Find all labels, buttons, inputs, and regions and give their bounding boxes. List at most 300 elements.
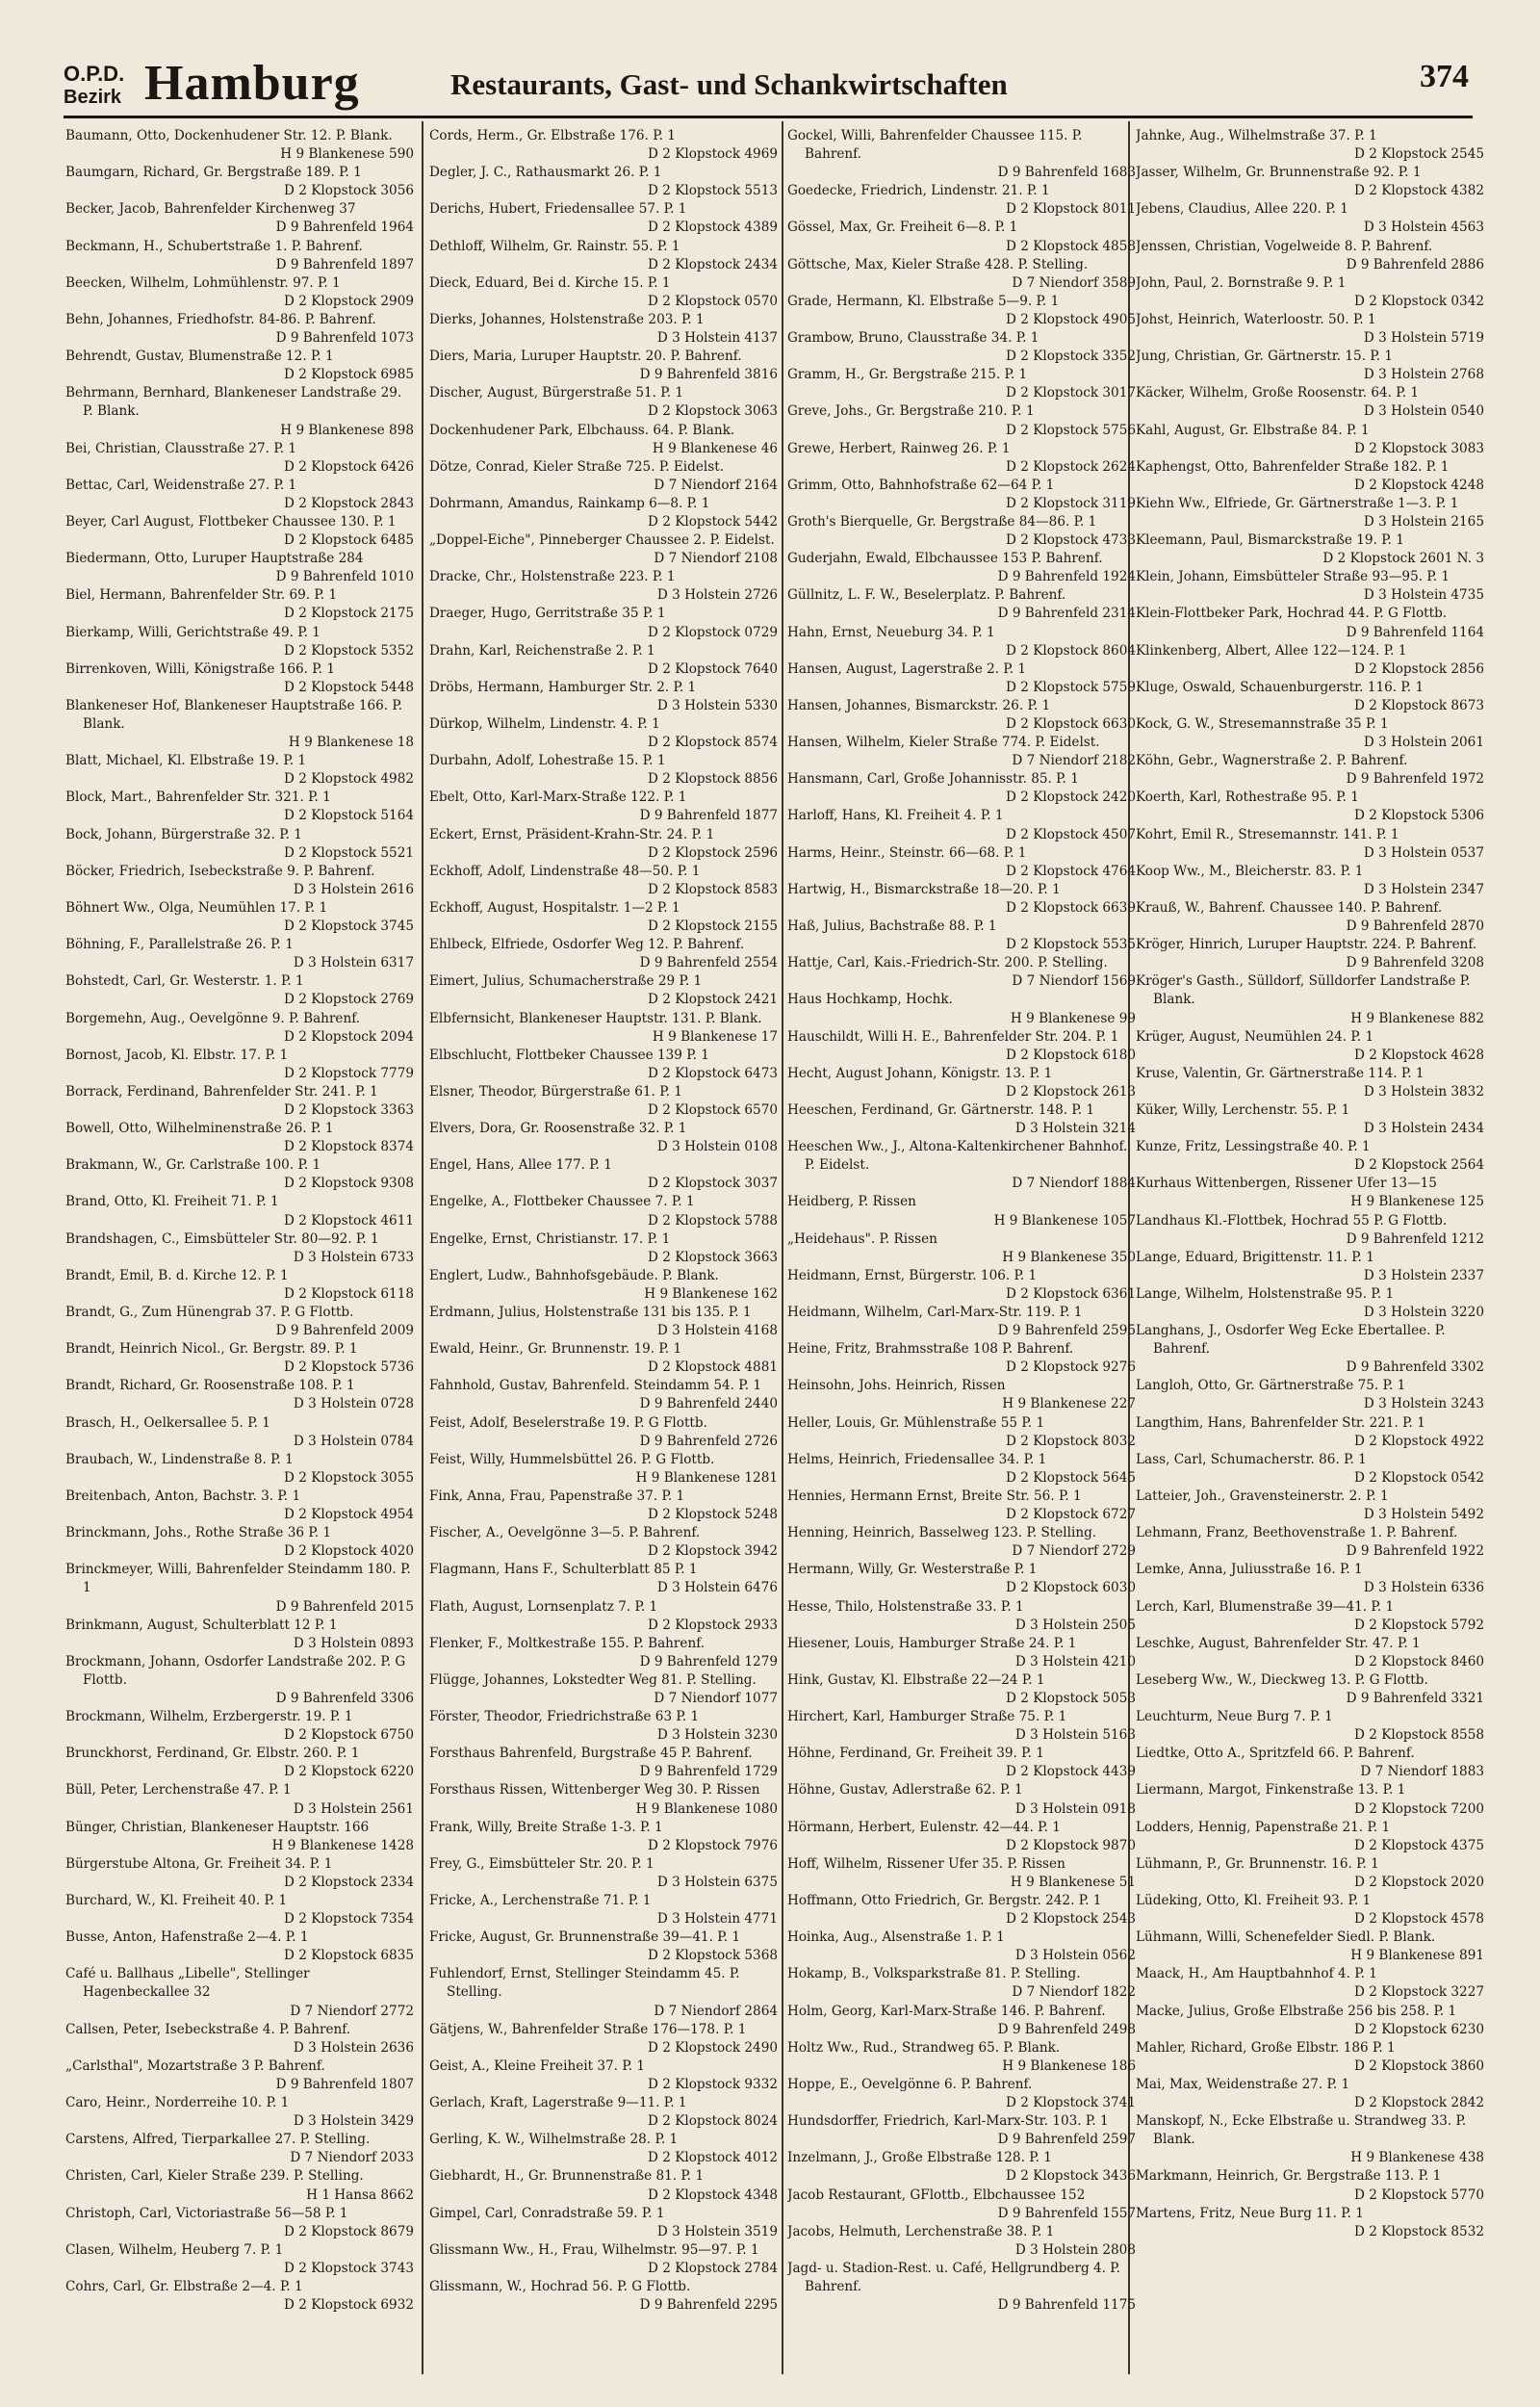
entry-text: Klein-Flottbeker Park, Hochrad 44. P. G Flottb.: [1136, 606, 1448, 622]
entry-phone: D 2 Klopstock 2543: [1006, 1911, 1136, 1928]
entry-phone: D 2 Klopstock 3663: [648, 1249, 778, 1265]
directory-entry: [1136, 1561, 1486, 1597]
entry-phone: D 2 Klopstock 5759: [1006, 679, 1136, 695]
entry-text: Guderjahn, Ewald, Elbchaussee 153 P. Bahrenf.: [787, 551, 1103, 567]
entry-text: Christen, Carl, Kieler Straße 239. P. Stelling.: [65, 2168, 364, 2185]
entry-text: Glissmann Ww., H., Frau, Wilhelmstr. 95—97. P. 1: [429, 2241, 759, 2258]
entry-text: Lerch, Karl, Blumenstraße 39—41. P. 1: [1136, 1598, 1395, 1615]
entry-text: Hahn, Ernst, Neueburg 34. P. 1: [787, 624, 995, 640]
entry-text: Goedecke, Friedrich, Lindenstr. 21. P. 1: [787, 183, 1050, 199]
directory-entry: [429, 1781, 780, 1818]
directory-entry: [1136, 458, 1486, 495]
entry-phone: D 2 Klopstock 2624: [1006, 458, 1136, 475]
directory-entry: [1136, 642, 1486, 679]
entry-text: Jasser, Wilhelm, Gr. Brunnenstraße 92. P. 1: [1136, 165, 1422, 181]
entry-text: Kaphengst, Otto, Bahrenfelder Straße 182. P. 1: [1136, 458, 1450, 475]
page-number: 374: [1420, 59, 1469, 94]
directory-entry: [787, 2149, 1138, 2186]
directory-entry: [429, 2131, 780, 2167]
entry-text: Höhne, Ferdinand, Gr. Freiheit 39. P. 1: [787, 1746, 1044, 1762]
entry-phone: D 9 Bahrenfeld 1557: [997, 2205, 1136, 2221]
directory-entry: [787, 1193, 1138, 1229]
directory-entry: [65, 586, 416, 623]
directory-entry: [787, 1524, 1138, 1561]
entry-text: Hauschildt, Willi H. E., Bahrenfelder Str. 204. P. 1: [787, 1028, 1119, 1045]
directory-entry: [1136, 2205, 1486, 2241]
directory-entry: [65, 1965, 416, 2020]
entry-text: John, Paul, 2. Bornstraße 9. P. 1: [1136, 274, 1347, 291]
directory-entry: [1136, 1819, 1486, 1855]
entry-phone: D 9 Bahrenfeld 2009: [275, 1323, 414, 1339]
directory-entry: [65, 384, 416, 439]
directory-entry: [429, 1708, 780, 1745]
entry-text: Diers, Maria, Luruper Hauptstr. 20. P. Bahrenf.: [429, 349, 742, 365]
directory-entry: [65, 1745, 416, 1781]
entry-text: Krauß, W., Bahrenf. Chaussee 140. P. Bahrenf.: [1136, 899, 1443, 916]
directory-entry: [429, 127, 780, 164]
entry-text: Dracke, Chr., Holstenstraße 223. P. 1: [429, 569, 676, 585]
directory-entry: [787, 2223, 1138, 2260]
entry-phone: D 3 Holstein 0108: [656, 1139, 778, 1155]
directory-entry: [429, 1193, 780, 1229]
entry-phone: D 3 Holstein 4563: [1363, 220, 1484, 236]
entry-phone: D 2 Klopstock 4389: [648, 220, 778, 236]
entry-phone: D 3 Holstein 6375: [656, 1874, 778, 1890]
directory-entry: [65, 1414, 416, 1451]
entry-text: Flath, August, Lornsenplatz 7. P. 1: [429, 1598, 658, 1615]
directory-entry: [65, 200, 416, 237]
entry-phone: D 7 Niendorf 2864: [654, 2003, 778, 2019]
entry-phone: D 2 Klopstock 7200: [1354, 1800, 1484, 1817]
entry-text: Blatt, Michael, Kl. Elbstraße 19. P. 1: [65, 753, 307, 769]
entry-text: Becker, Jacob, Bahrenfelder Kirchenweg 37: [65, 201, 356, 218]
entry-text: Kahl, August, Gr. Elbstraße 84. P. 1: [1136, 422, 1370, 438]
directory-entry: [429, 1304, 780, 1340]
entry-text: Heeschen Ww., J., Altona-Kaltenkirchener Bahnhof. P. Eidelst.: [787, 1139, 1128, 1174]
directory-entry: [1136, 1635, 1486, 1671]
entry-text: Beckmann, H., Schubertstraße 1. P. Bahrenf.: [65, 238, 363, 254]
directory-entry: [65, 2131, 416, 2167]
directory-entry: [65, 1377, 416, 1413]
entry-text: Böcker, Friedrich, Isebeckstraße 9. P. Bahrenf.: [65, 863, 375, 879]
directory-entry: [1136, 311, 1486, 348]
entry-phone: D 2 Klopstock 6030: [1006, 1580, 1136, 1596]
entry-text: Block, Mart., Bahrenfelder Str. 321. P. 1: [65, 789, 331, 806]
directory-entry: [429, 1598, 780, 1635]
entry-phone: D 2 Klopstock 3119: [1006, 495, 1136, 511]
directory-entry: [1136, 127, 1486, 164]
directory-entry: [1136, 1212, 1486, 1249]
entry-text: Dieck, Eduard, Bei d. Kirche 15. P. 1: [429, 274, 671, 291]
entry-text: Mai, Max, Weidenstraße 27. P. 1: [1136, 2076, 1350, 2092]
directory-entry: [65, 1047, 416, 1083]
directory-entry: [65, 2021, 416, 2058]
entry-phone: H 9 Blankenese 1428: [271, 1837, 414, 1853]
entry-text: Köhn, Gebr., Wagnerstraße 2. P. Bahrenf.: [1136, 753, 1408, 769]
entry-phone: D 2 Klopstock 4982: [284, 771, 414, 788]
entry-phone: D 2 Klopstock 6473: [648, 1065, 778, 1081]
opd-label: O.P.D.: [64, 62, 125, 86]
entry-phone: D 2 Klopstock 5306: [1354, 808, 1484, 824]
directory-entry: [65, 1892, 416, 1928]
entry-phone: D 9 Bahrenfeld 1683: [997, 165, 1136, 181]
directory-entry: [787, 1892, 1138, 1928]
entry-phone: H 9 Blankenese 46: [652, 440, 778, 456]
entry-phone: D 3 Holstein 0784: [293, 1433, 414, 1449]
entry-phone: H 9 Blankenese 125: [1350, 1194, 1484, 1210]
directory-entry: [787, 1340, 1138, 1377]
entry-text: Hundsdorffer, Friedrich, Karl-Marx-Str. 103. P. 1: [787, 2113, 1109, 2130]
entry-text: Böhning, F., Parallelstraße 26. P. 1: [65, 937, 294, 953]
directory-entry: [429, 531, 780, 568]
entry-phone: H 9 Blankenese 350: [1002, 1249, 1136, 1265]
entry-text: Hansmann, Carl, Große Johannisstr. 85. P. 1: [787, 771, 1079, 788]
entry-phone: D 3 Holstein 4210: [1014, 1653, 1136, 1669]
entry-text: Burchard, W., Kl. Freiheit 40. P. 1: [65, 1893, 288, 1908]
entry-phone: D 2 Klopstock 2420: [1006, 789, 1136, 806]
directory-entry: [429, 789, 780, 825]
directory-entry: [65, 972, 416, 1009]
entry-text: Brand, Otto, Kl. Freiheit 71. P. 1: [65, 1194, 279, 1210]
entry-phone: D 2 Klopstock 2434: [648, 256, 778, 272]
entry-text: Draeger, Hugo, Gerritstraße 35 P. 1: [429, 606, 666, 622]
directory-entry: [65, 1120, 416, 1156]
entry-text: Biedermann, Otto, Luruper Hauptstraße 284: [65, 551, 364, 567]
entry-phone: D 9 Bahrenfeld 1807: [275, 2076, 414, 2092]
entry-phone: H 9 Blankenese 1057: [993, 1212, 1136, 1229]
entry-text: Lange, Eduard, Brigittenstr. 11. P. 1: [1136, 1249, 1374, 1265]
entry-text: Elbschlucht, Flottbeker Chaussee 139 P. 1: [429, 1047, 709, 1063]
entry-text: Jung, Christian, Gr. Gärtnerstr. 15. P. 1: [1136, 349, 1394, 365]
directory-entry: [429, 605, 780, 641]
entry-text: Dohrmann, Amandus, Rainkamp 6—8. P. 1: [429, 495, 710, 511]
directory-entry: [65, 826, 416, 863]
entry-phone: D 2 Klopstock 9308: [284, 1176, 414, 1192]
directory-entry: [787, 440, 1138, 477]
directory-entry: [65, 752, 416, 789]
entry-text: Drahn, Karl, Reichenstraße 2. P. 1: [429, 642, 655, 659]
entry-phone: D 2 Klopstock 5448: [284, 679, 414, 695]
entry-phone: D 2 Klopstock 9276: [1006, 1359, 1136, 1376]
entry-text: Kohrt, Emil R., Stresemannstr. 141. P. 1: [1136, 826, 1399, 842]
column-divider: [782, 121, 783, 2374]
entry-phone: D 9 Bahrenfeld 2726: [639, 1433, 778, 1449]
directory-entry: [787, 844, 1138, 881]
directory-entry: [65, 1083, 416, 1120]
directory-entry: [787, 586, 1138, 623]
entry-text: Biel, Hermann, Bahrenfelder Str. 69. P. 1: [65, 587, 338, 604]
entry-text: Greve, Johs., Gr. Bergstraße 210. P. 1: [787, 403, 1035, 420]
entry-phone: D 9 Bahrenfeld 2440: [639, 1396, 778, 1412]
entry-text: Mahler, Richard, Große Elbstr. 186 P. 1: [1136, 2039, 1396, 2056]
entry-phone: D 2 Klopstock 4020: [284, 1543, 414, 1560]
directory-entry: [65, 789, 416, 825]
entry-text: Hiesener, Louis, Hamburger Straße 24. P. 1: [787, 1635, 1077, 1651]
directory-entry: [1136, 1708, 1486, 1745]
entry-text: Hansen, Wilhelm, Kieler Straße 774. P. Eidelst.: [787, 735, 1100, 751]
entry-phone: D 2 Klopstock 0542: [1354, 1469, 1484, 1486]
directory-entry: [787, 918, 1138, 954]
entry-phone: D 3 Holstein 3429: [293, 2113, 414, 2130]
entry-text: Harloff, Hans, Kl. Freiheit 4. P. 1: [787, 808, 1004, 824]
section-title: Restaurants, Gast- und Schankwirtschaften: [450, 67, 1008, 101]
entry-phone: D 9 Bahrenfeld 1924: [997, 569, 1136, 585]
entry-phone: D 2 Klopstock 4733: [1006, 532, 1136, 549]
entry-text: Behn, Johannes, Friedhofstr. 84-86. P. Bahrenf.: [65, 311, 376, 327]
directory-entry: [1136, 495, 1486, 531]
entry-text: Lüdeking, Otto, Kl. Freiheit 93. P. 1: [1136, 1893, 1372, 1908]
entry-phone: D 2 Klopstock 4382: [1354, 183, 1484, 199]
entry-phone: D 3 Holstein 5330: [656, 697, 778, 713]
entry-phone: D 3 Holstein 3832: [1363, 1083, 1484, 1100]
entry-phone: D 2 Klopstock 4905: [1006, 311, 1136, 327]
entry-text: Flagmann, Hans F., Schulterblatt 85 P. 1: [429, 1562, 698, 1578]
directory-entry: [429, 863, 780, 899]
entry-text: Caro, Heinr., Norderreihe 10. P. 1: [65, 2095, 290, 2111]
directory-entry: [429, 826, 780, 863]
entry-text: Brandt, Richard, Gr. Roosenstraße 108. P. 1: [65, 1378, 355, 1394]
directory-entry: [429, 2205, 780, 2241]
entry-phone: D 9 Bahrenfeld 3302: [1346, 1359, 1484, 1376]
entry-phone: D 3 Holstein 6336: [1363, 1580, 1484, 1596]
directory-entry: [787, 1065, 1138, 1101]
entry-text: Hoinka, Aug., Alsenstraße 1. P. 1: [787, 1929, 1005, 1946]
directory-entry: [787, 256, 1138, 293]
entry-text: Discher, August, Bürgerstraße 51. P. 1: [429, 385, 683, 401]
directory-entry: [787, 182, 1138, 219]
entry-phone: D 2 Klopstock 8460: [1354, 1653, 1484, 1669]
entry-phone: H 9 Blankenese 18: [288, 735, 414, 751]
entry-phone: D 2 Klopstock 3942: [648, 1543, 778, 1560]
entry-phone: D 7 Niendorf 1077: [654, 1690, 778, 1706]
entry-text: Brandt, Emil, B. d. Kirche 12. P. 1: [65, 1267, 289, 1283]
directory-entry: [1136, 348, 1486, 384]
entry-text: Hecht, August Johann, Königstr. 13. P. 1: [787, 1065, 1053, 1081]
entry-phone: D 9 Bahrenfeld 2554: [639, 955, 778, 971]
entry-text: Fricke, August, Gr. Brunnenstraße 39—41. P. 1: [429, 1929, 740, 1946]
entry-phone: D 7 Niendorf 2164: [654, 477, 778, 493]
directory-entry: [787, 1101, 1138, 1138]
directory-entry: [429, 384, 780, 421]
entry-phone: D 9 Bahrenfeld 2870: [1346, 919, 1484, 935]
entry-phone: D 9 Bahrenfeld 3321: [1346, 1690, 1484, 1706]
directory-entry: [65, 2205, 416, 2241]
entry-text: „Heidehaus". P. Rissen: [787, 1230, 937, 1247]
directory-entry: [1136, 826, 1486, 863]
entry-text: Haß, Julius, Bachstraße 88. P. 1: [787, 919, 997, 935]
entry-phone: D 9 Bahrenfeld 1010: [275, 569, 414, 585]
directory-entry: [429, 936, 780, 972]
directory-entry: [65, 697, 416, 752]
entry-phone: D 7 Niendorf 1569: [1012, 973, 1136, 990]
entry-phone: D 2 Klopstock 5645: [1006, 1469, 1136, 1486]
directory-entry: [429, 238, 780, 274]
entry-text: Dötze, Conrad, Kieler Straße 725. P. Eidelst.: [429, 458, 725, 475]
entry-text: Förster, Theodor, Friedrichstraße 63 P. 1: [429, 1709, 700, 1725]
entry-text: Küker, Willy, Lerchenstr. 55. P. 1: [1136, 1101, 1350, 1118]
entry-text: Liermann, Margot, Finkenstraße 13. P. 1: [1136, 1782, 1406, 1799]
directory-entry: [787, 550, 1138, 586]
entry-text: Flügge, Johannes, Lokstedter Weg 81. P. Stelling.: [429, 1671, 757, 1688]
directory-entry: [65, 1928, 416, 1965]
entry-text: Café u. Ballhaus „Libelle", Stellinger Hagenbeckallee 32: [65, 1966, 310, 2001]
entry-phone: D 2 Klopstock 2856: [1354, 660, 1484, 677]
entry-phone: D 9 Bahrenfeld 2498: [997, 2021, 1136, 2037]
entry-text: Glissmann, W., Hochrad 56. P. G Flottb.: [429, 2278, 691, 2294]
entry-text: Holm, Georg, Karl-Marx-Straße 146. P. Bahrenf.: [787, 2003, 1106, 2019]
entry-text: Klinkenberg, Albert, Allee 122—124. P. 1: [1136, 642, 1407, 659]
entry-text: Holtz Ww., Rud., Strandweg 65. P. Blank.: [787, 2039, 1061, 2056]
entry-phone: D 2 Klopstock 2334: [284, 1874, 414, 1890]
entry-text: Gimpel, Carl, Conradstraße 59. P. 1: [429, 2205, 665, 2221]
entry-text: Fuhlendorf, Ernst, Stellinger Steindamm 45. P. Stelling.: [429, 1966, 740, 2001]
entry-phone: D 2 Klopstock 4578: [1354, 1911, 1484, 1928]
directory-entry: [787, 697, 1138, 734]
directory-entry: [65, 440, 416, 477]
directory-entry: [429, 2167, 780, 2204]
directory-entry: [429, 1230, 780, 1267]
entry-text: Hesse, Thilo, Holstenstraße 33. P. 1: [787, 1598, 1024, 1615]
entry-phone: D 2 Klopstock 9332: [648, 2076, 778, 2092]
directory-entry: [65, 1617, 416, 1653]
directory-entry: [65, 238, 416, 274]
entry-phone: D 3 Holstein 6317: [293, 955, 414, 971]
entry-phone: D 2 Klopstock 3436: [1006, 2168, 1136, 2185]
entry-phone: D 2 Klopstock 6570: [648, 1101, 778, 1118]
entry-text: Cohrs, Carl, Gr. Elbstraße 2—4. P. 1: [65, 2278, 303, 2294]
directory-entry: [65, 348, 416, 384]
entry-text: Dethloff, Wilhelm, Gr. Rainstr. 55. P. 1: [429, 238, 680, 254]
entry-text: Ewald, Heinr., Gr. Brunnenstr. 19. P. 1: [429, 1341, 682, 1358]
entry-text: Heinsohn, Johs. Heinrich, Rissen: [787, 1378, 1006, 1394]
entry-phone: D 2 Klopstock 5535: [1006, 937, 1136, 953]
entry-text: Beyer, Carl August, Flottbeker Chaussee 130. P. 1: [65, 513, 397, 530]
directory-entry: [429, 348, 780, 384]
entry-text: Manskopf, N., Ecke Elbstraße u. Strandweg 33. P. Blank.: [1136, 2113, 1467, 2148]
directory-entry: [1136, 752, 1486, 789]
directory-entry: [65, 1488, 416, 1524]
directory-entry: [787, 402, 1138, 439]
entry-text: Maack, H., Am Hauptbahnhof 4. P. 1: [1136, 1966, 1377, 1982]
entry-phone: D 2 Klopstock 5788: [648, 1212, 778, 1229]
entry-phone: D 2 Klopstock 4969: [648, 146, 778, 163]
entry-text: Liedtke, Otto A., Spritzfeld 66. P. Bahrenf.: [1136, 1746, 1415, 1762]
directory-entry: [429, 715, 780, 752]
entry-phone: D 7 Niendorf 1884: [1012, 1176, 1136, 1192]
entry-text: Langthim, Hans, Bahrenfelder Str. 221. P. 1: [1136, 1414, 1425, 1431]
entry-phone: D 3 Holstein 4771: [656, 1911, 778, 1928]
directory-entry: [787, 734, 1138, 770]
entry-phone: D 3 Holstein 0893: [293, 1635, 414, 1651]
directory-entry: [787, 1708, 1138, 1745]
directory-entry: [1136, 1249, 1486, 1285]
directory-entry: [1136, 1138, 1486, 1175]
directory-entry: [65, 1193, 416, 1229]
entry-text: Dierks, Johannes, Holstenstraße 203. P. 1: [429, 311, 705, 327]
directory-entry: [1136, 1598, 1486, 1635]
directory-entry: [65, 1267, 416, 1304]
entry-phone: D 7 Niendorf 2182: [1012, 753, 1136, 769]
entry-text: Heidmann, Wilhelm, Carl-Marx-Str. 119. P. 1: [787, 1305, 1083, 1320]
entry-text: Kröger, Hinrich, Luruper Hauptstr. 224. P. Bahrenf.: [1136, 937, 1477, 953]
directory-entry: [65, 2241, 416, 2278]
entry-text: Bürgerstube Altona, Gr. Freiheit 34. P. 1: [65, 1855, 333, 1872]
entry-text: Büll, Peter, Lerchenstraße 47. P. 1: [65, 1782, 292, 1799]
entry-phone: D 2 Klopstock 2490: [648, 2039, 778, 2056]
entry-text: Jenssen, Christian, Vogelweide 8. P. Bahrenf.: [1136, 238, 1433, 254]
directory-entry: [787, 770, 1138, 807]
entry-phone: D 2 Klopstock 4922: [1354, 1433, 1484, 1449]
directory-entry: [65, 2167, 416, 2204]
entry-text: Forsthaus Bahrenfeld, Burgstraße 45 P. Bahrenf.: [429, 1746, 753, 1762]
directory-entry: [429, 972, 780, 1009]
entry-phone: D 9 Bahrenfeld 2597: [997, 2132, 1136, 2148]
directory-entry: [1136, 789, 1486, 825]
entry-text: Gerlach, Kraft, Lagerstraße 9—11. P. 1: [429, 2095, 687, 2111]
directory-entry: [787, 1635, 1138, 1671]
entry-phone: D 9 Bahrenfeld 2886: [1346, 256, 1484, 272]
entry-text: Göttsche, Max, Kieler Straße 428. P. Stelling.: [787, 256, 1089, 272]
entry-phone: H 9 Blankenese 186: [1002, 2058, 1136, 2074]
entry-phone: D 2 Klopstock 7976: [648, 1837, 778, 1853]
entry-phone: D 3 Holstein 2337: [1363, 1267, 1484, 1283]
directory-entry: [787, 1965, 1138, 2002]
entry-phone: D 2 Klopstock 4012: [648, 2150, 778, 2166]
entry-phone: D 2 Klopstock 3860: [1354, 2058, 1484, 2074]
entry-phone: D 2 Klopstock 6426: [284, 458, 414, 475]
directory-entry: [1136, 1892, 1486, 1928]
entry-phone: D 2 Klopstock 5368: [648, 1948, 778, 1964]
entry-text: Gössel, Max, Gr. Freiheit 6—8. P. 1: [787, 220, 1018, 236]
entry-text: Bock, Johann, Bürgerstraße 32. P. 1: [65, 826, 302, 842]
entry-text: Käcker, Wilhelm, Große Roosenstr. 64. P. 1: [1136, 385, 1419, 401]
entry-text: Hoppe, E., Oevelgönne 6. P. Bahrenf.: [787, 2076, 1033, 2092]
entry-text: Bettac, Carl, Weidenstraße 27. P. 1: [65, 477, 297, 493]
directory-entry: [1136, 605, 1486, 641]
entry-phone: D 3 Holstein 6733: [293, 1249, 414, 1265]
entry-text: Ebelt, Otto, Karl-Marx-Straße 122. P. 1: [429, 789, 687, 806]
entry-phone: D 3 Holstein 2726: [656, 587, 778, 604]
directory-entry: [429, 422, 780, 458]
entry-text: Kluge, Oswald, Schauenburgerstr. 116. P. 1: [1136, 679, 1424, 695]
entry-phone: D 2 Klopstock 5770: [1354, 2187, 1484, 2203]
entry-text: Fink, Anna, Frau, Papenstraße 37. P. 1: [429, 1488, 685, 1504]
entry-phone: D 2 Klopstock 4348: [648, 2187, 778, 2203]
directory-entry: [429, 2241, 780, 2278]
entry-text: Degler, J. C., Rathausmarkt 26. P. 1: [429, 165, 662, 181]
entry-text: Beecken, Wilhelm, Lohmühlenstr. 97. P. 1: [65, 274, 341, 291]
entry-text: Feist, Adolf, Beselerstraße 19. P. G Flottb.: [429, 1414, 707, 1431]
entry-text: Hartwig, H., Bismarckstraße 18—20. P. 1: [787, 881, 1061, 897]
entry-phone: D 9 Bahrenfeld 1279: [639, 1653, 778, 1669]
directory-entry: [787, 881, 1138, 918]
entry-phone: D 9 Bahrenfeld 2595: [997, 1323, 1136, 1339]
directory-entry: [65, 936, 416, 972]
entry-text: Callsen, Peter, Isebeckstraße 4. P. Bahrenf.: [65, 2021, 351, 2037]
entry-phone: D 2 Klopstock 5053: [1006, 1690, 1136, 1706]
entry-text: Leuchturm, Neue Burg 7. P. 1: [1136, 1709, 1333, 1725]
entry-text: Koerth, Karl, Rothestraße 95. P. 1: [1136, 789, 1359, 806]
entry-text: Englert, Ludw., Bahnhofsgebäude. P. Blank.: [429, 1267, 719, 1283]
directory-entry: [787, 1414, 1138, 1451]
directory-entry: [1136, 531, 1486, 568]
directory-entry: [65, 513, 416, 550]
directory-entry: [1136, 1855, 1486, 1892]
entry-text: Blankeneser Hof, Blankeneser Hauptstraße 166. P. Blank.: [65, 697, 403, 732]
directory-entry: [1136, 1101, 1486, 1138]
entry-phone: H 9 Blankenese 590: [280, 146, 414, 163]
entry-text: Macke, Julius, Große Elbstraße 256 bis 258. P. 1: [1136, 2003, 1457, 2019]
